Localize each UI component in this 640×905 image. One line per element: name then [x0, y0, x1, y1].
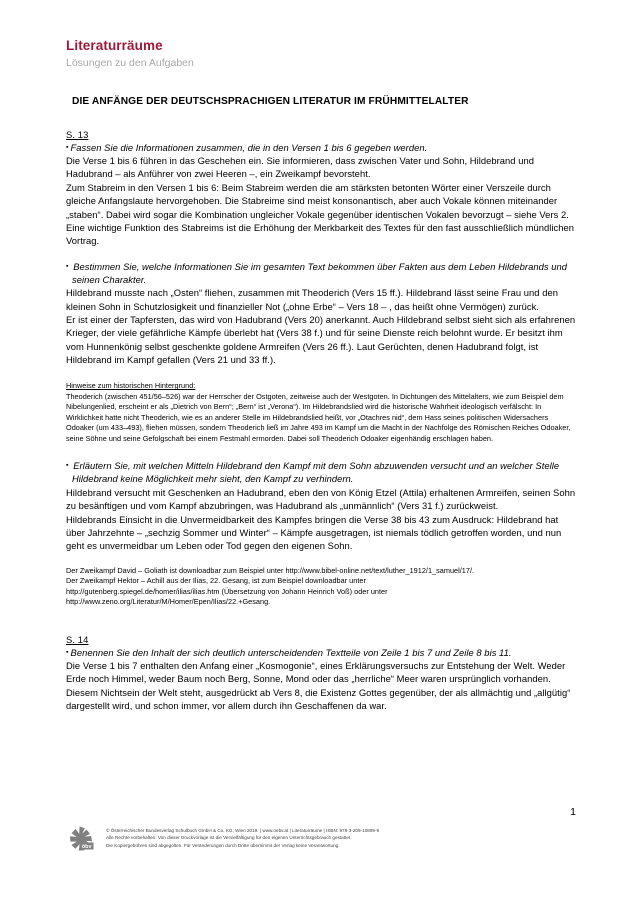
page-title: DIE ANFÄNGE DER DEUTSCHSPRACHIGEN LITERATUR IM FRÜHMITTELALTER — [72, 95, 469, 107]
bullet-icon: ▪ — [66, 143, 69, 151]
answer-paragraph-5: Hildebrand versucht mit Geschenken an Hadubrand, eben den von König Etzel (Attila) erhaltenen Armreifen, seinen Sohn zu besänftigen und vom Kampf abzubringen, was Hadubrand als „unmännlich“ (Vers 31 f.) zurückweist. — [66, 486, 576, 512]
task-prompt-1-text: Fassen Sie die Informationen zusammen, die in den Versen 1 bis 6 gegeben werden. — [70, 141, 428, 153]
bullet-icon: ▪ — [66, 648, 69, 656]
document-content — [66, 38, 576, 712]
brand-subtitle: Lösungen zu den Aufgaben — [66, 57, 194, 70]
svg-text:öbv: öbv — [81, 844, 92, 850]
page-number: 1 — [570, 806, 576, 818]
historical-note-body: Theoderich (zwischen 451/56–526) war der Herrscher der Ostgoten, zeitweise auch der Westgoten. In Dichtungen des Mittelalters, wie zum Beispiel dem Nibelungenlied, erscheint er als „Dietrich von Bern“; „Bern“ ist „Verona“). Im Hildebrandslied wird die historische Wahrheit ideologisch verfälscht: In Wirklichkeit hatte nicht Theoderich, wie es an anderer Stelle im Hildebrandslied heißt, vor „Otachres nid“, dem Hass seines politischen Widersachers Odoaker (um 433–493), fliehen müssen, sondern Theoderich ließ im Jahre 493 im Kampf um die Macht in der Nachfolge des Römischen Reiches Odoaker, seine Söhne und seine Gefolgschaft bei einem Festmahl ermorden. Dabei soll Theoderich Odoaker eigenhändig erschlagen haben. — [66, 391, 571, 443]
page-reference-s13: S. 13 — [66, 128, 89, 140]
section-s13 — [66, 129, 576, 608]
bullet-icon: ▪ — [66, 262, 69, 270]
historical-note-heading: Hinweise zum historischen Hintergrund: — [66, 381, 196, 391]
masthead — [66, 38, 576, 70]
answer-paragraph-7: Die Verse 1 bis 7 enthalten den Anfang einer „Kosmogonie“, eines Erklärungsversuchs zur Entstehung der Welt. Weder Erde noch Himmel, weder Baum noch Berg, Sonne, Mond oder das „herrliche“ Meer waren ursprünglich vorhanden. — [66, 659, 566, 685]
task-prompt-4-text: Benennen Sie den Inhalt der sich deutlich unterscheidenden Textteile von Zeile 1 bis 7 und Zeile 8 bis 11. — [70, 646, 512, 658]
footer-imprint — [106, 826, 379, 849]
task-prompt-3-text: Erläutern Sie, mit welchen Mitteln Hildebrand den Kampf mit dem Sohn abzuwenden versucht und an welcher Stelle Hildebrand keine Möglichkeit mehr sieht, den Kampf zu verhindern. — [72, 460, 560, 485]
section-s14 — [66, 634, 576, 713]
task-prompt-4 — [66, 646, 576, 659]
footer-line-fees: Die Kopiergebühren sind abgegolten. Für Veränderungen durch Dritte übernimmt der Verlag keine Verantwortung. — [106, 842, 340, 848]
source-link-1: Der Zweikampf David – Goliath ist downloadbar zum Beispiel unter http://www.bibel-online.net/text/luther_1912/1_samuel/17/. — [66, 565, 475, 575]
source-link-2: Der Zweikampf Hektor – Achill aus der Ilias, 22. Gesang, ist zum Beispiel downloadbar unter — [66, 576, 366, 586]
answer-paragraph-4: Er ist einer der Tapfersten, das wird von Hadubrand (Vers 20) anerkannt. Auch Hildebrand selbst sieht sich als erfahrenen Krieger, der viele gefährliche Kämpfe überlebt hat (Vers 38 f.) und für seine Dienste reich belohnt wurde. Er besitzt ihm vom Hunnenkönig selbst geschenkte goldene Armreifen (Vers 26 ff.). Laut Gerüchten, denen Hadubrand folgt, ist Hildebrand im Kampf gefallen (Vers 21 und 33 ff.). — [66, 313, 576, 365]
answer-paragraph-2: Zum Stabreim in den Versen 1 bis 6: Beim Stabreim werden die am stärksten betonten Wörter einer Verszeile durch gleiche Anfangslaute hervorgehoben. Die Stabreime sind meist konsonantisch, aber auch Vokale können miteinander „staben“. Dabei wird sogar die Kombination ungleicher Vokale gegenüber identischen Vokalen bevorzugt – siehe Vers 2. Eine wichtige Funktion des Stabreims ist die Erhöhung der Merkbarkeit des Textes für den fast ausschließlich mündlichen Vortrag. — [66, 181, 574, 247]
task-prompt-3 — [66, 459, 576, 486]
page-reference-s14: S. 14 — [66, 633, 89, 645]
task-prompt-2 — [66, 260, 576, 287]
source-links — [66, 566, 576, 608]
answer-paragraph-3: Hildebrand musste nach „Osten“ fliehen, zusammen mit Theoderich (Vers 15 ff.). Hildebrand lässt seine Frau und den kleinen Sohn in Schutzlosigkeit und finanzieller Not („ohne Erbe“ – Vers 18 – , das heißt ohne Vermögen) zurück. — [66, 287, 558, 312]
footer-line-copyright: © Österreichischer Bundesverlag Schulbuch GmbH & Co. KG, Wien 2019. | www.oebv.at | Literaturräume | ISBN: 978-3-209-10899-9 — [106, 828, 380, 833]
brand-title: Literaturräume — [66, 38, 163, 53]
footer-line-rights: Alle Rechte vorbehalten. Von dieser Druckvorlage ist die Vervielfältigung für den eigenen Unterrichtsgebrauch gestattet. — [106, 835, 352, 841]
task-prompt-2-text: Bestimmen Sie, welche Informationen Sie im gesamten Text bekommen über Fakten aus dem Leben Hildebrands und seinen Charakter. — [72, 260, 567, 285]
footer — [66, 826, 576, 856]
source-link-4: http://www.zeno.org/Literatur/M/Homer/Epen/Ilias/22.+Gesang. — [66, 597, 271, 607]
bullet-icon: ▪ — [66, 462, 69, 470]
task-prompt-1 — [66, 141, 576, 154]
source-link-3: http://gutenberg.spiegel.de/homer/ilias/ilias.htm (Übersetzung von Johann Heinrich Voß) oder unter — [66, 586, 388, 596]
historical-note — [66, 381, 576, 444]
answer-paragraph-6: Hildebrands Einsicht in die Unvermeidbarkeit des Kampfes bringen die Verse 38 bis 43 zum Ausdruck: Hildebrand hat über Jahrzehnte – „sechzig Sommer und Winter“ – Kämpfe ausgetragen, ist niemals tödlich getroffen worden, und nun geht es unvermeidbar um Leben oder Tod gegen den eigenen Sohn. — [66, 513, 562, 552]
answer-paragraph-8: Diesem Nichtsein der Welt steht, ausgedrückt ab Vers 8, die Existenz Gottes gegenüber, der als allmächtig und „allgütig“ dargestellt wird, und schon immer, vor allem durch ihn Geschaffenen da war. — [66, 686, 571, 711]
answer-paragraph-1: Die Verse 1 bis 6 führen in das Geschehen ein. Sie informieren, dass zwischen Vater und Sohn, Hildebrand und Hadubrand – als Anführer von zwei Heeren –, ein Zweikampf bevorsteht. — [66, 155, 534, 180]
publisher-logo-icon — [66, 826, 100, 856]
